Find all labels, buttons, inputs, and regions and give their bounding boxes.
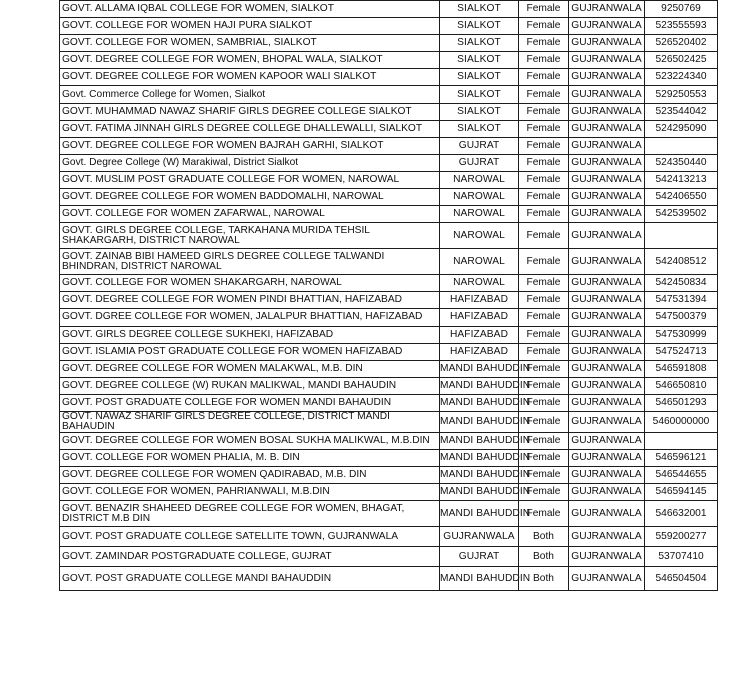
cell-division: GUJRANWALA <box>569 326 645 343</box>
cell-division: GUJRANWALA <box>569 484 645 501</box>
cell-gender: Female <box>519 52 569 69</box>
cell-division: GUJRANWALA <box>569 120 645 137</box>
cell-code: 546596121 <box>645 450 718 467</box>
cell-division: GUJRANWALA <box>569 1 645 18</box>
cell-division: GUJRANWALA <box>569 154 645 171</box>
cell-division: GUJRANWALA <box>569 292 645 309</box>
table-row <box>60 249 718 275</box>
cell-division: GUJRANWALA <box>569 249 645 275</box>
cell-division: GUJRANWALA <box>569 52 645 69</box>
colleges-table <box>59 0 718 591</box>
cell-college-name: GOVT. MUSLIM POST GRADUATE COLLEGE FOR WOMEN, NAROWAL <box>60 171 440 188</box>
table-row <box>60 484 718 501</box>
cell-district: SIALKOT <box>440 1 519 18</box>
table-body <box>60 1 718 591</box>
cell-college-name: GOVT. DEGREE COLLEGE FOR WOMEN MALAKWAL, M.B. DIN <box>60 360 440 377</box>
cell-code: 524350440 <box>645 154 718 171</box>
cell-gender: Both <box>519 527 569 547</box>
cell-code: 559200277 <box>645 527 718 547</box>
cell-code <box>645 137 718 154</box>
cell-gender: Female <box>519 326 569 343</box>
table-row <box>60 206 718 223</box>
table-row <box>60 120 718 137</box>
cell-code: 526520402 <box>645 35 718 52</box>
cell-college-name: GOVT. DGREE COLLEGE FOR WOMEN, JALALPUR BHATTIAN, HAFIZABAD <box>60 309 440 326</box>
cell-district: GUJRANWALA <box>440 527 519 547</box>
cell-district: NAROWAL <box>440 171 519 188</box>
cell-college-name: GOVT. COLLEGE FOR WOMEN SHAKARGARH, NAROWAL <box>60 275 440 292</box>
table-row <box>60 450 718 467</box>
cell-district: NAROWAL <box>440 206 519 223</box>
cell-code: 542406550 <box>645 189 718 206</box>
cell-district: SIALKOT <box>440 35 519 52</box>
cell-district: HAFIZABAD <box>440 292 519 309</box>
cell-gender: Female <box>519 206 569 223</box>
table-row <box>60 326 718 343</box>
cell-college-name: GOVT. ZAINAB BIBI HAMEED GIRLS DEGREE COLLEGE TALWANDI BHINDRAN, DISTRICT NAROWAL <box>60 249 440 275</box>
cell-division: GUJRANWALA <box>569 450 645 467</box>
table-row <box>60 567 718 591</box>
table-row <box>60 189 718 206</box>
cell-code: 547524713 <box>645 343 718 360</box>
cell-gender: Female <box>519 450 569 467</box>
cell-college-name: GOVT. GIRLS DEGREE COLLEGE SUKHEKI, HAFIZABAD <box>60 326 440 343</box>
cell-district: NAROWAL <box>440 189 519 206</box>
cell-division: GUJRANWALA <box>569 411 645 432</box>
cell-code: 546650810 <box>645 377 718 394</box>
cell-district: GUJRAT <box>440 547 519 567</box>
cell-division: GUJRANWALA <box>569 309 645 326</box>
cell-college-name: GOVT. FATIMA JINNAH GIRLS DEGREE COLLEGE DHALLEWALLI, SIALKOT <box>60 120 440 137</box>
cell-division: GUJRANWALA <box>569 360 645 377</box>
table-row <box>60 377 718 394</box>
cell-college-name: GOVT. COLLEGE FOR WOMEN PHALIA, M. B. DIN <box>60 450 440 467</box>
cell-division: GUJRANWALA <box>569 103 645 120</box>
cell-code <box>645 432 718 449</box>
cell-division: GUJRANWALA <box>569 206 645 223</box>
table-row <box>60 394 718 411</box>
cell-gender: Female <box>519 501 569 527</box>
cell-college-name: GOVT. BENAZIR SHAHEED DEGREE COLLEGE FOR WOMEN, BHAGAT, DISTRICT M.B DIN <box>60 501 440 527</box>
cell-college-name: Govt. Degree College (W) Marakiwal, District Sialkot <box>60 154 440 171</box>
cell-college-name: GOVT. COLLEGE FOR WOMEN, PAHRIANWALI, M.B.DIN <box>60 484 440 501</box>
cell-code: 9250769 <box>645 1 718 18</box>
cell-college-name: GOVT. DEGREE COLLEGE FOR WOMEN BAJRAH GARHI, SIALKOT <box>60 137 440 154</box>
cell-gender: Female <box>519 377 569 394</box>
cell-college-name: GOVT. POST GRADUATE COLLEGE FOR WOMEN MANDI BAHAUDIN <box>60 394 440 411</box>
cell-division: GUJRANWALA <box>569 432 645 449</box>
cell-division: GUJRANWALA <box>569 171 645 188</box>
cell-district: MANDI BAHUDDIN <box>440 360 519 377</box>
cell-college-name: GOVT. COLLEGE FOR WOMEN ZAFARWAL, NAROWAL <box>60 206 440 223</box>
cell-division: GUJRANWALA <box>569 137 645 154</box>
table-row <box>60 103 718 120</box>
cell-code: 542450834 <box>645 275 718 292</box>
cell-college-name: GOVT. POST GRADUATE COLLEGE MANDI BAHAUDDIN <box>60 567 440 591</box>
cell-district: MANDI BAHUDDIN <box>440 411 519 432</box>
cell-code: 526502425 <box>645 52 718 69</box>
cell-gender: Female <box>519 343 569 360</box>
cell-code: 542539502 <box>645 206 718 223</box>
cell-code: 546594145 <box>645 484 718 501</box>
cell-college-name: GOVT. DEGREE COLLEGE FOR WOMEN QADIRABAD, M.B. DIN <box>60 467 440 484</box>
cell-district: MANDI BAHUDDIN <box>440 484 519 501</box>
table-row <box>60 18 718 35</box>
cell-district: MANDI BAHUDDIN <box>440 394 519 411</box>
table-row <box>60 467 718 484</box>
cell-gender: Female <box>519 360 569 377</box>
cell-division: GUJRANWALA <box>569 86 645 103</box>
cell-gender: Female <box>519 189 569 206</box>
cell-division: GUJRANWALA <box>569 69 645 86</box>
cell-district: GUJRAT <box>440 137 519 154</box>
table-row <box>60 52 718 69</box>
cell-code: 547531394 <box>645 292 718 309</box>
table-row <box>60 275 718 292</box>
cell-college-name: GOVT. NAWAZ SHARIF GIRLS DEGREE COLLEGE, DISTRICT MANDI BAHAUDIN <box>60 411 440 432</box>
cell-code: 523544042 <box>645 103 718 120</box>
cell-college-name: GOVT. DEGREE COLLEGE FOR WOMEN BOSAL SUKHA MALIKWAL, M.B.DIN <box>60 432 440 449</box>
cell-district: HAFIZABAD <box>440 343 519 360</box>
cell-code: 546591808 <box>645 360 718 377</box>
cell-gender: Female <box>519 223 569 249</box>
cell-gender: Female <box>519 137 569 154</box>
cell-code <box>645 223 718 249</box>
cell-gender: Female <box>519 411 569 432</box>
cell-code: 547500379 <box>645 309 718 326</box>
cell-division: GUJRANWALA <box>569 377 645 394</box>
cell-district: GUJRAT <box>440 154 519 171</box>
cell-division: GUJRANWALA <box>569 275 645 292</box>
cell-district: HAFIZABAD <box>440 309 519 326</box>
cell-gender: Female <box>519 35 569 52</box>
cell-district: SIALKOT <box>440 18 519 35</box>
table-row <box>60 171 718 188</box>
cell-code: 547530999 <box>645 326 718 343</box>
cell-division: GUJRANWALA <box>569 567 645 591</box>
cell-gender: Female <box>519 309 569 326</box>
table-row <box>60 137 718 154</box>
cell-college-name: GOVT. DEGREE COLLEGE FOR WOMEN KAPOOR WALI SIALKOT <box>60 69 440 86</box>
table-row <box>60 411 718 432</box>
cell-district: MANDI BAHUDDIN <box>440 450 519 467</box>
cell-code: 523555593 <box>645 18 718 35</box>
cell-gender: Female <box>519 1 569 18</box>
cell-code: 546544655 <box>645 467 718 484</box>
cell-division: GUJRANWALA <box>569 18 645 35</box>
cell-district: SIALKOT <box>440 120 519 137</box>
cell-gender: Both <box>519 547 569 567</box>
cell-district: NAROWAL <box>440 249 519 275</box>
cell-college-name: GOVT. ALLAMA IQBAL COLLEGE FOR WOMEN, SIALKOT <box>60 1 440 18</box>
table-row <box>60 432 718 449</box>
cell-gender: Female <box>519 484 569 501</box>
cell-division: GUJRANWALA <box>569 394 645 411</box>
cell-code: 529250553 <box>645 86 718 103</box>
cell-gender: Both <box>519 567 569 591</box>
table-row <box>60 343 718 360</box>
cell-gender: Female <box>519 432 569 449</box>
table-row <box>60 35 718 52</box>
cell-gender: Female <box>519 103 569 120</box>
cell-district: MANDI BAHUDDIN <box>440 501 519 527</box>
table-row <box>60 547 718 567</box>
table-row <box>60 309 718 326</box>
cell-code: 542408512 <box>645 249 718 275</box>
cell-district: SIALKOT <box>440 69 519 86</box>
cell-gender: Female <box>519 18 569 35</box>
cell-division: GUJRANWALA <box>569 343 645 360</box>
cell-division: GUJRANWALA <box>569 527 645 547</box>
cell-college-name: GOVT. ZAMINDAR POSTGRADUATE COLLEGE, GUJRAT <box>60 547 440 567</box>
table-row <box>60 86 718 103</box>
cell-district: SIALKOT <box>440 52 519 69</box>
cell-district: SIALKOT <box>440 103 519 120</box>
cell-code: 546504504 <box>645 567 718 591</box>
cell-code: 53707410 <box>645 547 718 567</box>
cell-division: GUJRANWALA <box>569 189 645 206</box>
cell-college-name: GOVT. DEGREE COLLEGE FOR WOMEN PINDI BHATTIAN, HAFIZABAD <box>60 292 440 309</box>
table-row <box>60 154 718 171</box>
table-row <box>60 360 718 377</box>
cell-college-name: GOVT. DEGREE COLLEGE FOR WOMEN, BHOPAL WALA, SIALKOT <box>60 52 440 69</box>
cell-college-name: Govt. Commerce College for Women, Sialkot <box>60 86 440 103</box>
cell-college-name: GOVT. GIRLS DEGREE COLLEGE, TARKAHANA MURIDA TEHSIL SHAKARGARH, DISTRICT NAROWAL <box>60 223 440 249</box>
cell-district: MANDI BAHUDDIN <box>440 432 519 449</box>
table-row <box>60 527 718 547</box>
cell-code: 524295090 <box>645 120 718 137</box>
cell-gender: Female <box>519 292 569 309</box>
cell-code: 523224340 <box>645 69 718 86</box>
cell-district: NAROWAL <box>440 275 519 292</box>
cell-district: NAROWAL <box>440 223 519 249</box>
cell-code: 542413213 <box>645 171 718 188</box>
cell-gender: Female <box>519 86 569 103</box>
cell-gender: Female <box>519 249 569 275</box>
cell-division: GUJRANWALA <box>569 547 645 567</box>
cell-gender: Female <box>519 467 569 484</box>
cell-code: 546632001 <box>645 501 718 527</box>
table-row <box>60 292 718 309</box>
cell-division: GUJRANWALA <box>569 501 645 527</box>
cell-gender: Female <box>519 69 569 86</box>
table-row <box>60 1 718 18</box>
cell-district: MANDI BAHUDDIN <box>440 467 519 484</box>
cell-district: MANDI BAHUDDIN <box>440 567 519 591</box>
cell-college-name: GOVT. COLLEGE FOR WOMEN HAJI PURA SIALKOT <box>60 18 440 35</box>
cell-division: GUJRANWALA <box>569 467 645 484</box>
cell-gender: Female <box>519 171 569 188</box>
cell-gender: Female <box>519 275 569 292</box>
cell-code: 5460000000 <box>645 411 718 432</box>
cell-college-name: GOVT. MUHAMMAD NAWAZ SHARIF GIRLS DEGREE COLLEGE SIALKOT <box>60 103 440 120</box>
cell-gender: Female <box>519 154 569 171</box>
cell-division: GUJRANWALA <box>569 223 645 249</box>
cell-college-name: GOVT. COLLEGE FOR WOMEN, SAMBRIAL, SIALKOT <box>60 35 440 52</box>
cell-gender: Female <box>519 120 569 137</box>
cell-college-name: GOVT. DEGREE COLLEGE (W) RUKAN MALIKWAL, MANDI BAHAUDIN <box>60 377 440 394</box>
cell-district: MANDI BAHUDDIN <box>440 377 519 394</box>
table-row <box>60 223 718 249</box>
cell-district: SIALKOT <box>440 86 519 103</box>
table-row <box>60 501 718 527</box>
table-row <box>60 69 718 86</box>
cell-college-name: GOVT. POST GRADUATE COLLEGE SATELLITE TOWN, GUJRANWALA <box>60 527 440 547</box>
cell-district: HAFIZABAD <box>440 326 519 343</box>
cell-division: GUJRANWALA <box>569 35 645 52</box>
cell-college-name: GOVT. DEGREE COLLEGE FOR WOMEN BADDOMALHI, NAROWAL <box>60 189 440 206</box>
cell-code: 546501293 <box>645 394 718 411</box>
cell-college-name: GOVT. ISLAMIA POST GRADUATE COLLEGE FOR WOMEN HAFIZABAD <box>60 343 440 360</box>
cell-gender: Female <box>519 394 569 411</box>
